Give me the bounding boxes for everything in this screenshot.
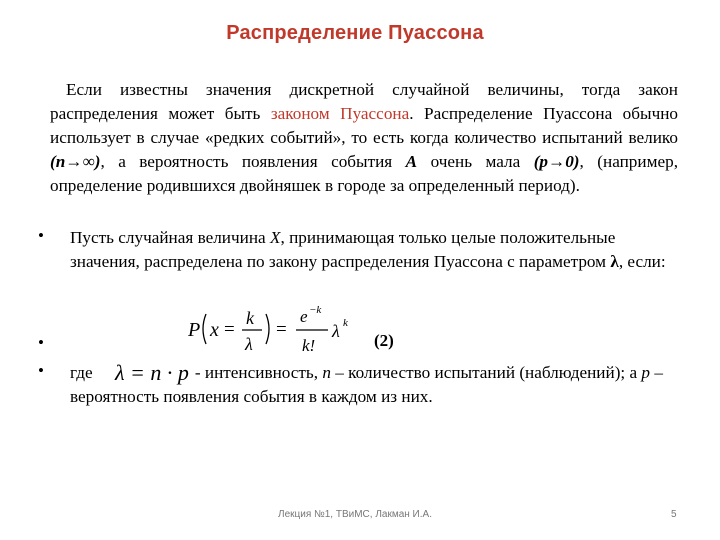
page-number: 5 [671, 509, 677, 520]
n-condition: (n→∞) [50, 152, 101, 171]
variable-x: X [269, 228, 281, 247]
bullet-definition [70, 226, 680, 274]
p-condition: (p→0) [533, 152, 580, 171]
formula-eq1: = [224, 319, 235, 340]
formula-k-num: k [246, 308, 254, 328]
gde-word: где [70, 363, 93, 382]
bullet-marker: • [38, 226, 44, 245]
formula-e: e [300, 307, 308, 326]
bullet3-text-3: – вероятность появления события в каждом из них. [70, 363, 663, 406]
footer-text: Лекция №1, ТВиМС, Лакман И.А. [278, 509, 432, 520]
formula-kfact: k! [302, 336, 316, 355]
bullet3-text-1: - интенсивность, [190, 363, 323, 382]
formula-exp: −k [309, 304, 322, 316]
formula-x: x [210, 319, 219, 341]
intro-text-1: Если известны значения дискретной случайной величины, тогда закон распределения может быть [50, 80, 678, 123]
formula-p: P [188, 319, 201, 341]
intro-text-4: очень мала [417, 152, 534, 171]
n-symbol: n [322, 363, 331, 382]
intro-text-5: , (например, определение родившихся двойняшек в городе за определенный период). [50, 152, 678, 195]
event-symbol: A [405, 152, 418, 171]
p-symbol: p [641, 363, 651, 382]
intro-text-2: . Распределение Пуассона обычно использует в случае «редких событий», то есть когда количество испытаний велико [50, 104, 679, 147]
formula-lambda-pow: λ [332, 321, 340, 341]
formula-lambda-den: λ [245, 334, 253, 354]
bullet1-text-2: , принимающая только целые положительные значения, распределена по закону распределения Пуассона с параметром [70, 228, 616, 271]
intro-text-3: , а вероятность появления события [100, 152, 406, 171]
bullet1-text-3: , если: [618, 252, 666, 271]
poisson-formula [188, 300, 368, 358]
bullet-marker: • [38, 333, 44, 352]
formula-eq2: = [276, 319, 287, 340]
equation-number: (2) [374, 331, 394, 350]
intro-paragraph [50, 78, 678, 198]
formula-kpow: k [343, 317, 348, 329]
slide-title: Распределение Пуассона [226, 22, 484, 44]
lambda-definition [113, 360, 208, 386]
bullet1-text-1: Пусть случайная величина [70, 228, 270, 247]
bullet-marker: • [38, 361, 44, 380]
lambda-def-text: λ = n · p [115, 360, 189, 385]
bullet3-text-2: – количество испытаний (наблюдений); а [330, 363, 642, 382]
poisson-law-link: законом Пуассона [270, 104, 410, 123]
lambda-param: λ [610, 252, 619, 271]
